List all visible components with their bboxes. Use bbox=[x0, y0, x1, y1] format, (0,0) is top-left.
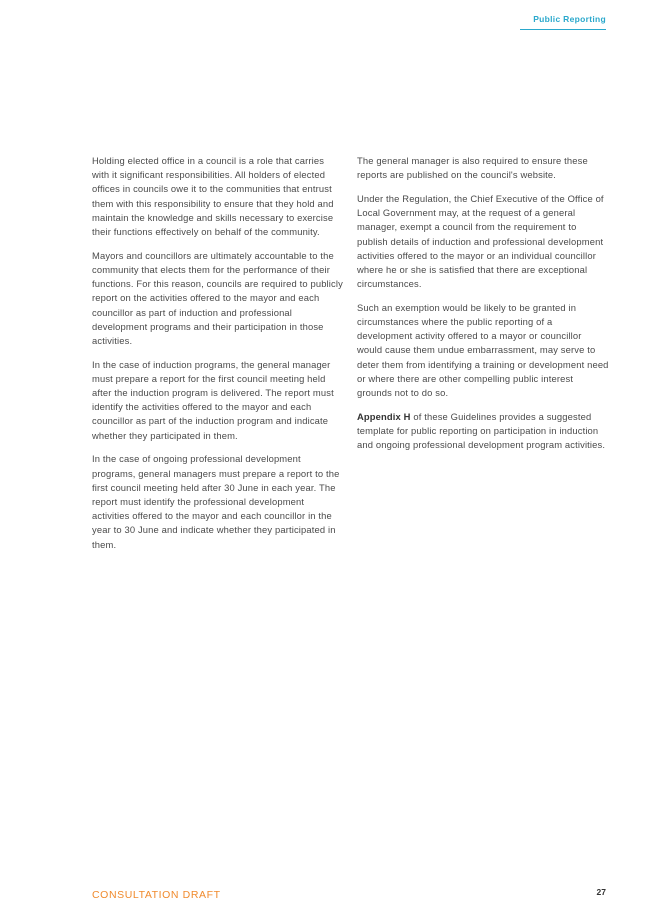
paragraph: Holding elected office in a council is a role that carries with it significant responsibilities. All holders of elected offices in councils owe it to the communities that entrust them with this responsibility to ensure that they hold and maintain the knowledge and skills necessary to exercise their functions effectively on behalf of the community. bbox=[92, 155, 334, 238]
paragraph: Such an exemption would be likely to be granted in circumstances where the public reporting of a development activity offered to a mayor or councillor would cause them undue embarrassment, may serve to deter them from identifying a training or development need or where there are other compelling public interest grounds not to do so. bbox=[357, 301, 609, 399]
paragraph: In the case of ongoing professional development programs, general managers must prepare a report to the first council meeting held after 30 June in each year. The report must identify the professional development activities offered to the mayor and each councillor in the year to 30 June and indicate whether they participated in them. bbox=[92, 453, 340, 550]
paragraph: Under the Regulation, the Chief Executive of the Office of Local Government may, at the request of a general manager, exempt a council from the requirement to publish details of induction and professional development activities offered to the mayor or an individual councillor where he or she is satisfied that there are exceptional circumstances. bbox=[357, 192, 604, 290]
paragraph: Mayors and councillors are ultimately accountable to the community that elects them for the performance of their functions. For this reason, councils are required to publicly report on the activities offered to the mayor and each councillor as part of induction and professional development programs and their participation in those activities. bbox=[92, 249, 343, 346]
left-column bbox=[92, 154, 344, 561]
appendix-reference: Appendix H bbox=[357, 410, 411, 422]
right-column bbox=[357, 154, 609, 462]
appendix-text: of these Guidelines provides a suggested template for public reporting on participation in induction and ongoing professional development program activities. bbox=[357, 410, 606, 451]
page-number: 27 bbox=[596, 887, 606, 897]
paragraph: The general manager is also required to ensure these reports are published on the council's website. bbox=[357, 155, 588, 181]
appendix-paragraph bbox=[357, 410, 609, 453]
section-label: Public Reporting bbox=[520, 14, 606, 30]
paragraph: In the case of induction programs, the general manager must prepare a report for the first council meeting held after the induction program is delivered. The report must identify the activities offered to the mayor and each councillor as part of the induction program and indicate whether they participated in them. bbox=[92, 358, 334, 441]
consultation-draft-label: CONSULTATION DRAFT bbox=[92, 889, 221, 901]
